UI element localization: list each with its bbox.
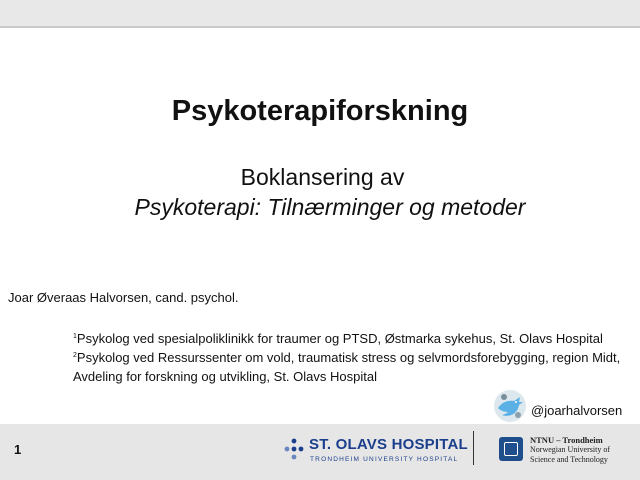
affiliation-text: Psykolog ved Ressurssenter om vold, traumatisk stress og selvmordsforebygging, region Midt, Avdeling for forskning og utvikling, St. Olavs Hospital (73, 350, 621, 384)
top-bar (0, 0, 640, 28)
affiliation-1 (73, 327, 633, 348)
footer-divider (473, 431, 474, 465)
affiliation-2 (73, 346, 633, 386)
page-number: 1 (14, 442, 22, 457)
ntnu-line-2: Norwegian University of (530, 445, 610, 454)
subtitle-line-1: Boklansering av (240, 164, 405, 190)
ntnu-line-1: NTNU – Trondheim (530, 435, 603, 445)
twitter-handle: @joarhalvorsen (531, 403, 623, 418)
st-olavs-subtitle: TRONDHEIM UNIVERSITY HOSPITAL (310, 456, 459, 463)
twitter-bird-icon (490, 388, 530, 424)
author-line: Joar Øveraas Halvorsen, cand. psychol. (8, 290, 239, 305)
st-olavs-name: ST. OLAVS HOSPITAL (309, 436, 468, 453)
affiliation-text: Psykolog ved spesialpoliklinikk for traumer og PTSD, Østmarka sykehus, St. Olavs Hospital (76, 331, 603, 346)
ntnu-text-block (530, 435, 610, 465)
st-olavs-logo-icon (282, 437, 306, 461)
subtitle-line-2: Psykoterapi: Tilnærminger og metoder (134, 194, 526, 220)
ntnu-logo-icon (499, 437, 523, 461)
affiliation-marker: 2 (73, 352, 77, 359)
affiliation-marker: 1 (73, 333, 77, 340)
ntnu-line-3: Science and Technology (530, 455, 608, 464)
slide-title: Psykoterapiforskning (171, 95, 469, 127)
